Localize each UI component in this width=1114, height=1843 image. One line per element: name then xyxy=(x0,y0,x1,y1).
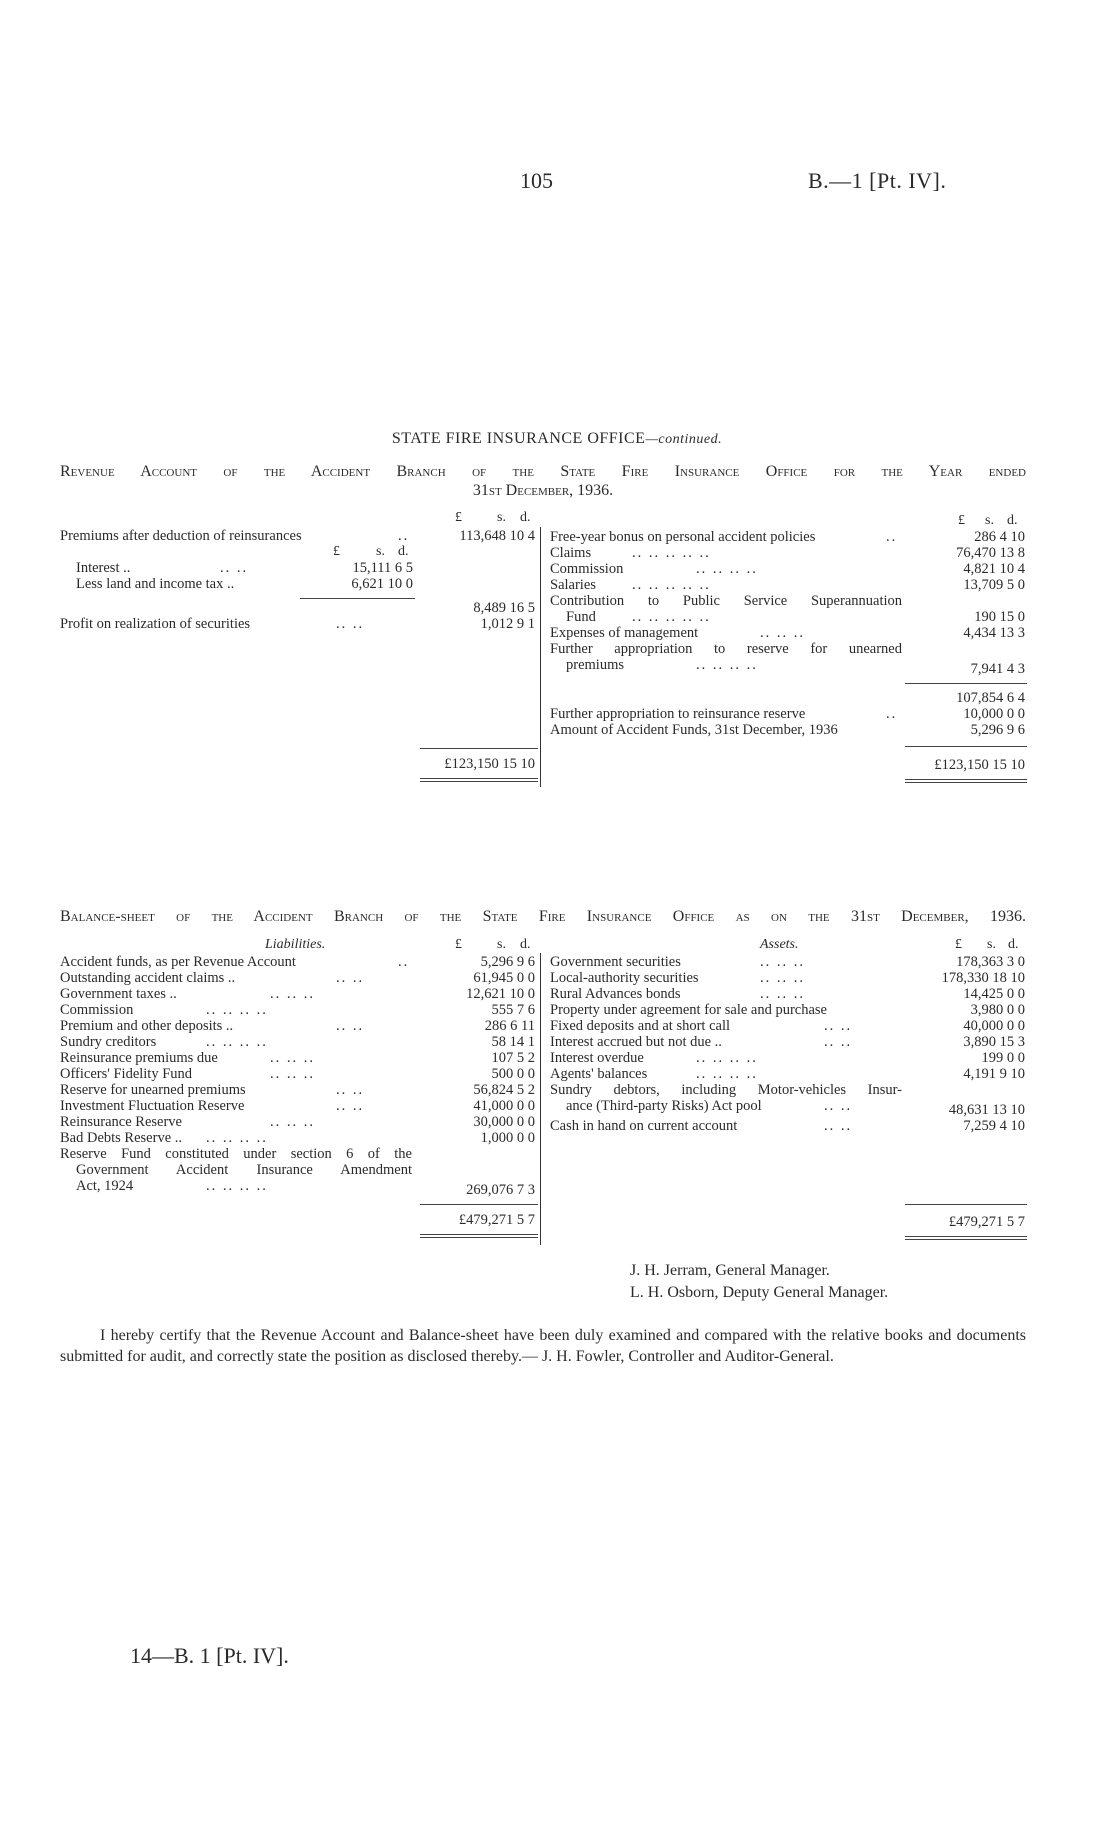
liability-creditors-amount: 58 14 1 xyxy=(491,1034,535,1050)
rev-left-total-rule-bottom xyxy=(420,778,538,779)
reserve-fund-line2: Government Accident Insurance Amendment xyxy=(76,1162,412,1178)
rev-left-total-rule-top xyxy=(420,748,538,749)
liability-fidelity-label: Officers' Fidelity Fund xyxy=(60,1066,193,1082)
liability-claims-amount: 61,945 0 0 xyxy=(473,970,535,986)
bs-dots: .. .. xyxy=(336,1018,365,1034)
liability-deposits-amount: 286 6 11 xyxy=(484,1018,535,1034)
rev-dots: .. .. .. xyxy=(760,625,805,641)
rev-bonus-label: Free-year bonus on personal accident policies xyxy=(550,529,816,545)
liability-accident-funds-label: Accident funds, as per Revenue Account xyxy=(60,954,296,970)
rev-left-total: £123,150 15 10 xyxy=(444,756,535,772)
bs-dots: .. .. .. xyxy=(760,970,805,986)
rev-unearned-amount: 7,941 4 3 xyxy=(970,661,1025,677)
rev-dots: .. .. .. .. .. xyxy=(632,545,711,561)
bs-dots: .. .. .. xyxy=(760,954,805,970)
liabilities-total-rule-top xyxy=(420,1204,538,1205)
asset-interest-accrued-label: Interest accrued but not due .. xyxy=(550,1034,722,1050)
liabilities-header: Liabilities. xyxy=(265,937,326,952)
rev-dots: .. xyxy=(886,706,898,722)
balance-sheet-title: Balance-sheet of the Accident Branch of the State Fire Insurance Office as on the 31st December, 1936. xyxy=(60,908,1026,925)
page-number: 105 xyxy=(520,168,553,193)
liability-bad-debts-label: Bad Debts Reserve .. xyxy=(60,1130,183,1146)
bs-dots: .. .. .. xyxy=(270,986,315,1002)
page-reference: B.—1 [Pt. IV]. xyxy=(808,168,947,193)
rev-dots: .. .. .. .. .. xyxy=(632,577,711,593)
rev-expenses-label: Expenses of management xyxy=(550,625,699,641)
bs-dots: .. .. .. xyxy=(270,1066,315,1082)
asset-fixed-deposits-amount: 40,000 0 0 xyxy=(963,1018,1025,1034)
rev-sub-pound-header: £ xyxy=(333,544,340,559)
rev-funds-amount: 5,296 9 6 xyxy=(970,722,1025,738)
asset-interest-overdue-label: Interest overdue xyxy=(550,1050,644,1066)
revenue-title-line1: Revenue Account of the Accident Branch of the State Fire Insurance Office for the Year ended xyxy=(60,463,1026,480)
liability-reinsurance-reserve-label: Reinsurance Reserve xyxy=(60,1114,182,1130)
reserve-fund-line1: Reserve Fund constituted under section 6 of the xyxy=(60,1146,412,1162)
bs-dots: .. .. .. .. xyxy=(206,1034,268,1050)
liability-bad-debts-amount: 1,000 0 0 xyxy=(480,1130,535,1146)
asset-agents-label: Agents' balances xyxy=(550,1066,648,1082)
office-title xyxy=(0,430,1114,448)
rev-sub-shilling-header: s. xyxy=(376,544,385,559)
bs-dots: .. .. xyxy=(824,1118,853,1134)
signature-deputy-manager: L. H. Osborn, Deputy General Manager. xyxy=(630,1284,889,1301)
assets-total-rule-double xyxy=(905,1239,1027,1240)
bs-left-pence-header: d. xyxy=(520,937,531,952)
liability-unearned-amount: 56,824 5 2 xyxy=(473,1082,535,1098)
asset-agents-amount: 4,191 9 10 xyxy=(963,1066,1025,1082)
rev-premiums-amount: 113,648 10 4 xyxy=(459,528,535,544)
reserve-fund-amount: 269,076 7 3 xyxy=(466,1182,535,1198)
bs-dots: .. .. .. .. xyxy=(696,1050,758,1066)
liabilities-total-rule-double xyxy=(420,1237,538,1238)
rev-claims-amount: 76,470 13 8 xyxy=(956,545,1025,561)
asset-interest-overdue-amount: 199 0 0 xyxy=(981,1050,1025,1066)
rev-interest-rule xyxy=(300,598,415,599)
liability-fluctuation-label: Investment Fluctuation Reserve xyxy=(60,1098,245,1114)
revenue-title-line2: 31st December, 1936. xyxy=(472,482,614,499)
bs-dots: .. xyxy=(398,954,410,970)
rev-unearned-label2: premiums xyxy=(566,657,624,673)
bs-dots: .. .. .. .. xyxy=(206,1002,268,1018)
rev-claims-label: Claims xyxy=(550,545,592,561)
rev-expenses-amount: 4,434 13 3 xyxy=(963,625,1025,641)
bs-right-pence-header: d. xyxy=(1008,937,1019,952)
bs-dots: .. .. xyxy=(824,1018,853,1034)
asset-government-amount: 178,363 3 0 xyxy=(956,954,1025,970)
liability-taxes-amount: 12,621 10 0 xyxy=(466,986,535,1002)
rev-premiums-label: Premiums after deduction of reinsurances xyxy=(60,528,302,544)
assets-total-rule-bottom xyxy=(905,1236,1027,1237)
rev-profit-label: Profit on realization of securities xyxy=(60,616,251,632)
rev-left-pound-header: £ xyxy=(455,510,462,525)
asset-local-amount: 178,330 18 10 xyxy=(941,970,1025,986)
asset-government-label: Government securities xyxy=(550,954,681,970)
asset-cash-amount: 7,259 4 10 xyxy=(963,1118,1025,1134)
asset-sundry-line1: Sundry debtors, including Motor-vehicles Insur- xyxy=(550,1082,902,1098)
rev-dots: .. .. .. .. xyxy=(696,561,758,577)
rev-unearned-label: Further appropriation to reserve for unearned xyxy=(550,641,902,657)
rev-interest-label: Interest .. xyxy=(76,560,131,576)
rev-dots: .. .. .. .. .. xyxy=(632,609,711,625)
liability-creditors-label: Sundry creditors xyxy=(60,1034,157,1050)
rev-tax-amount: 6,621 10 0 xyxy=(351,576,413,592)
rev-contribution-amount: 190 15 0 xyxy=(974,609,1025,625)
office-title-main: STATE FIRE INSURANCE OFFICE xyxy=(391,430,646,447)
bs-right-shilling-header: s. xyxy=(987,937,996,952)
revenue-account-title xyxy=(60,462,1026,500)
rev-tax-label: Less land and income tax .. xyxy=(76,576,235,592)
rev-reinsurance-amount: 10,000 0 0 xyxy=(963,706,1025,722)
liability-reinsurance-reserve-amount: 30,000 0 0 xyxy=(473,1114,535,1130)
rev-salaries-amount: 13,709 5 0 xyxy=(963,577,1025,593)
assets-total: £479,271 5 7 xyxy=(948,1214,1025,1230)
auditor-certificate: I hereby certify that the Revenue Account and Balance-sheet have been duly examined and compared with the relative books and documents submitted for audit, and correctly state the position as disclosed thereby.— J. H. Fowler, Controller and Auditor-General. xyxy=(60,1327,1026,1365)
liability-unearned-label: Reserve for unearned premiums xyxy=(60,1082,246,1098)
rev-contribution-label: Contribution to Public Service Superannuation xyxy=(550,593,902,609)
rev-funds-label: Amount of Accident Funds, 31st December, 1936 xyxy=(550,722,838,738)
asset-local-label: Local-authority securities xyxy=(550,970,699,986)
footer-reference: 14—B. 1 [Pt. IV]. xyxy=(130,1643,289,1668)
bs-dots: .. .. .. .. xyxy=(206,1178,268,1194)
revenue-divider xyxy=(540,527,541,787)
asset-cash-label: Cash in hand on current account xyxy=(550,1118,738,1134)
rev-subtotal: 107,854 6 4 xyxy=(956,690,1025,706)
bs-dots: .. .. xyxy=(336,970,365,986)
liabilities-total-rule-bottom xyxy=(420,1234,538,1235)
asset-sundry-amount: 48,631 13 10 xyxy=(948,1102,1025,1118)
bs-dots: .. .. .. xyxy=(760,986,805,1002)
asset-property-amount: 3,980 0 0 xyxy=(970,1002,1025,1018)
balance-sheet-divider xyxy=(540,953,541,1245)
asset-rural-label: Rural Advances bonds xyxy=(550,986,681,1002)
liability-reinsurance-due-label: Reinsurance premiums due xyxy=(60,1050,218,1066)
asset-sundry-line2: ance (Third-party Risks) Act pool xyxy=(566,1098,762,1114)
bs-dots: .. .. .. xyxy=(270,1050,315,1066)
rev-contribution-label2: Fund xyxy=(566,609,596,625)
rev-commission-amount: 4,821 10 4 xyxy=(963,561,1025,577)
rev-profit-amount: 1,012 9 1 xyxy=(480,616,535,632)
rev-right-pence-header: d. xyxy=(1007,513,1018,528)
rev-commission-label: Commission xyxy=(550,561,624,577)
bs-dots: .. .. .. .. xyxy=(696,1066,758,1082)
rev-left-shilling-header: s. xyxy=(497,510,506,525)
rev-left-total-rule-double xyxy=(420,781,538,782)
rev-reinsurance-label: Further appropriation to reinsurance reserve xyxy=(550,706,806,722)
asset-fixed-deposits-label: Fixed deposits and at short call xyxy=(550,1018,731,1034)
bs-right-pound-header: £ xyxy=(955,937,962,952)
liability-fluctuation-amount: 41,000 0 0 xyxy=(473,1098,535,1114)
rev-right-total-rule-double xyxy=(905,782,1027,783)
liability-deposits-label: Premium and other deposits .. xyxy=(60,1018,234,1034)
rev-sub-pence-header: d. xyxy=(398,544,409,559)
rev-net-interest-amount: 8,489 16 5 xyxy=(473,600,535,616)
rev-dots: .. .. xyxy=(336,616,365,632)
liability-commission-amount: 555 7 6 xyxy=(491,1002,535,1018)
bs-dots: .. .. xyxy=(824,1034,853,1050)
rev-salaries-label: Salaries xyxy=(550,577,596,593)
rev-subtotal-rule xyxy=(905,683,1027,684)
bs-dots: .. .. .. .. xyxy=(206,1130,268,1146)
rev-right-total: £123,150 15 10 xyxy=(934,757,1025,773)
rev-dots: .. xyxy=(886,529,898,545)
liability-taxes-label: Government taxes .. xyxy=(60,986,177,1002)
rev-right-pound-header: £ xyxy=(958,513,965,528)
asset-rural-amount: 14,425 0 0 xyxy=(963,986,1025,1002)
reserve-fund-line3: Act, 1924 xyxy=(76,1178,134,1194)
liability-commission-label: Commission xyxy=(60,1002,134,1018)
rev-dots: .. .. xyxy=(220,560,249,576)
rev-bonus-amount: 286 4 10 xyxy=(974,529,1025,545)
liability-fidelity-amount: 500 0 0 xyxy=(491,1066,535,1082)
office-title-suffix: —continued. xyxy=(645,432,723,447)
assets-total-rule-top xyxy=(905,1204,1027,1205)
assets-header: Assets. xyxy=(760,937,799,952)
asset-property-label: Property under agreement for sale and purchase xyxy=(550,1002,827,1018)
rev-right-total-rule-top xyxy=(905,746,1027,747)
rev-dots: .. xyxy=(398,528,410,544)
bs-dots: .. .. xyxy=(824,1098,853,1114)
bs-dots: .. .. .. xyxy=(270,1114,315,1130)
liability-accident-funds-amount: 5,296 9 6 xyxy=(480,954,535,970)
bs-left-shilling-header: s. xyxy=(497,937,506,952)
liability-reinsurance-due-amount: 107 5 2 xyxy=(491,1050,535,1066)
asset-interest-accrued-amount: 3,890 15 3 xyxy=(963,1034,1025,1050)
rev-right-total-rule-bottom xyxy=(905,779,1027,780)
signature-general-manager: J. H. Jerram, General Manager. xyxy=(630,1262,830,1279)
bs-dots: .. .. xyxy=(336,1098,365,1114)
liabilities-total: £479,271 5 7 xyxy=(458,1212,535,1228)
rev-dots: .. .. .. .. xyxy=(696,657,758,673)
rev-right-shilling-header: s. xyxy=(985,513,994,528)
liability-claims-label: Outstanding accident claims .. xyxy=(60,970,236,986)
rev-left-pence-header: d. xyxy=(520,510,531,525)
bs-left-pound-header: £ xyxy=(455,937,462,952)
rev-interest-amount: 15,111 6 5 xyxy=(352,560,413,576)
bs-dots: .. .. xyxy=(336,1082,365,1098)
